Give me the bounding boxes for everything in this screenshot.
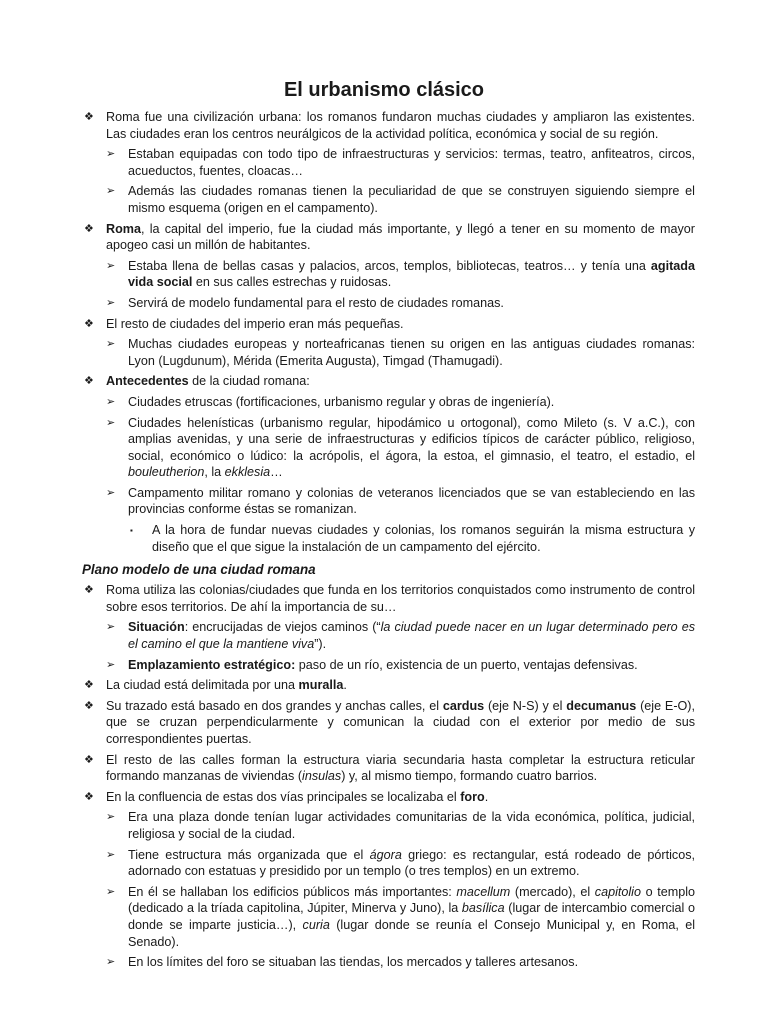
arrowhead-bullet-icon: ➢ [106, 259, 116, 272]
text-run: (lugar donde se reunía el Consejo Municipal y, en Roma, el Senado). [128, 917, 696, 949]
square-bullet-icon: ▪ [130, 526, 133, 536]
list-item-level-2 [82, 336, 695, 369]
text-run: El resto de ciudades del imperio eran más pequeñas. [106, 316, 404, 331]
diamond-bullet-icon: ❖ [84, 699, 94, 712]
list-item-level-2 [82, 619, 695, 652]
text-run: (lugar de intercambio comercial o donde se imparte justicia…), [128, 901, 695, 932]
list-item-level-1 [82, 789, 695, 806]
text-run: En la confluencia de estas dos vías principales se localizaba el [106, 789, 461, 804]
bold-text: Emplazamiento estratégico: [128, 657, 296, 672]
bold-text: Roma [106, 221, 141, 236]
bold-text: cardus [442, 698, 485, 713]
text-run: Ciudades etruscas (fortificaciones, urbanismo regular y obras de ingeniería). [128, 394, 555, 409]
diamond-bullet-icon: ❖ [84, 679, 94, 692]
italic-text: ágora [369, 847, 402, 862]
text-run: Tiene estructura más organizada que el [128, 847, 370, 862]
italic-text: curia [302, 917, 330, 932]
text-run: ) y, al mismo tiempo, formando cuatro barrios. [341, 769, 598, 784]
text-run: en sus calles estrechas y ruidosas. [192, 275, 392, 290]
arrowhead-bullet-icon: ➢ [106, 621, 116, 634]
text-run: o templo (dedicado a la tríada capitolina, Júpiter, Minerva y Juno), la [128, 884, 695, 916]
text-run: Su trazado está basado en dos grandes y anchas calles, el [106, 698, 443, 713]
list-item-level-2 [82, 847, 695, 880]
list-item-level-2 [82, 146, 695, 179]
italic-text: bouleutherion [128, 465, 205, 480]
text-run: En él se hallaban los edificios públicos más importantes: [128, 884, 457, 899]
italic-text: capitolio [594, 884, 641, 899]
list-item-level-3 [82, 522, 695, 555]
text-run: , la [204, 465, 225, 480]
text-run: Campamento militar romano y colonias de veteranos licenciados que se van estableciendo en las provincias conforme éstas se romanizan. [128, 485, 695, 517]
text-run: (eje N-S) y el [484, 698, 567, 713]
text-run: Roma utiliza las colonias/ciudades que funda en los territorios conquistados como instrumento de control sobre esos territorios. De ahí la importancia de su… [106, 583, 695, 614]
diamond-bullet-icon: ❖ [84, 753, 94, 766]
text-run: (eje E-O), que se cruzan perpendicularmente y comunican la ciudad con el exterior por medio de sus correspondientes puertas. [106, 698, 695, 746]
list-item-level-2 [82, 183, 695, 216]
list-item-level-2 [82, 295, 695, 312]
arrowhead-bullet-icon: ➢ [106, 956, 116, 969]
arrowhead-bullet-icon: ➢ [106, 185, 116, 198]
text-run: El resto de las calles forman la estructura viaria secundaria hasta completar la estructura reticular formando manzanas de viviendas ( [106, 752, 695, 784]
text-run: ”). [314, 637, 327, 652]
italic-text: ekklesia [224, 465, 271, 480]
text-run: . [343, 678, 347, 693]
page-title: El urbanismo clásico [283, 79, 485, 101]
arrowhead-bullet-icon: ➢ [106, 395, 116, 408]
text-run: Además las ciudades romanas tienen la peculiaridad de que se construyen siguiendo siempre el mismo esquema (origen en el campamento). [128, 184, 695, 215]
list-item-level-1 [82, 752, 695, 785]
italic-text: insulas [302, 769, 342, 784]
list-item-level-1 [82, 109, 695, 142]
arrowhead-bullet-icon: ➢ [106, 296, 116, 309]
list-item-level-1 [82, 373, 695, 390]
text-run: La ciudad está delimitada por una [106, 678, 299, 693]
text-run: Roma fue una civilización urbana: los romanos fundaron muchas ciudades y ampliaron las existentes. Las ciudades eran los centros neurálgicos de la actividad política, económica y social de su región. [106, 110, 695, 141]
arrowhead-bullet-icon: ➢ [106, 811, 116, 824]
section-heading: Plano modelo de una ciudad romana [82, 562, 316, 578]
italic-text: basílica [461, 901, 505, 916]
diamond-bullet-icon: ❖ [84, 375, 94, 388]
arrowhead-bullet-icon: ➢ [106, 486, 116, 499]
list-item-level-2 [82, 415, 695, 481]
list-item-level-2 [82, 258, 695, 291]
arrowhead-bullet-icon: ➢ [106, 658, 116, 671]
bold-text: Situación [128, 620, 185, 635]
diamond-bullet-icon: ❖ [84, 222, 94, 235]
diamond-bullet-icon: ❖ [84, 111, 94, 123]
list-item-level-1 [82, 677, 695, 694]
text-run: , la capital del imperio, fue la ciudad más importante, y llegó a tener en su momento de mayor apogeo casi un millón de habitantes. [106, 221, 695, 253]
list-item-level-1 [82, 221, 695, 254]
diamond-bullet-icon: ❖ [84, 790, 94, 803]
list-item-level-1 [82, 698, 695, 748]
text-run: Ciudades helenísticas (urbanismo regular, hipodámico u ortogonal), como Mileto (s. V a.C.), con amplias avenidas, y una serie de infraestructuras y edificios típicos de carácter público, religioso, social, económico o lúdico: la acrópolis, el ágora, la estoa, el gimnasio, el teatro, el estadio, el [128, 415, 695, 463]
text-run: En los límites del foro se situaban las tiendas, los mercados y talleres artesanos. [128, 955, 579, 970]
list-item-level-2 [82, 394, 695, 411]
bold-text: foro [460, 789, 485, 804]
document-body [82, 109, 695, 975]
arrowhead-bullet-icon: ➢ [106, 885, 116, 898]
arrowhead-bullet-icon: ➢ [106, 338, 116, 351]
arrowhead-bullet-icon: ➢ [106, 148, 116, 161]
list-item-level-1 [82, 316, 695, 333]
list-item-level-2 [82, 657, 695, 674]
list-item-level-2 [82, 809, 695, 842]
italic-text: macellum [456, 884, 511, 899]
text-run: griego: es rectangular, está rodeado de pórticos, adornado con estatuas y presidido por un templo (o tres templos) en un extremo. [128, 847, 695, 879]
arrowhead-bullet-icon: ➢ [106, 416, 116, 429]
text-run: Muchas ciudades europeas y norteafricanas tienen su origen en las antiguas ciudades romanas: Lyon (Lugdunum), Mérida (Emerita Augusta), Timgad (Thamugadi). [128, 337, 695, 368]
text-run: … [270, 465, 283, 480]
italic-text: la ciudad puede nacer en un lugar determinado pero es el camino el que la mantiene viva [128, 620, 695, 652]
text-run: : encrucijadas de viejos caminos (“ [184, 620, 381, 635]
text-run: paso de un río, existencia de un puerto, ventajas defensivas. [295, 657, 638, 672]
bold-text: decumanus [566, 698, 637, 713]
list-item-level-2 [82, 485, 695, 518]
text-run: Estaba llena de bellas casas y palacios, arcos, templos, bibliotecas, teatros… y tenía una [128, 258, 651, 273]
text-run: (mercado), el [510, 884, 595, 899]
list-item-level-2 [82, 884, 695, 950]
text-run: A la hora de fundar nuevas ciudades y colonias, los romanos seguirán la misma estructura y diseño que el que sigue la instalación de un campamento del ejército. [152, 523, 695, 554]
list-item-level-1 [82, 582, 695, 615]
diamond-bullet-icon: ❖ [84, 317, 94, 330]
text-run: Era una plaza donde tenían lugar actividades comunitarias de la vida económica, política, judicial, religiosa y social de la ciudad. [128, 810, 695, 841]
arrowhead-bullet-icon: ➢ [106, 848, 116, 861]
bold-text: muralla [298, 678, 344, 693]
text-run: Estaban equipadas con todo tipo de infraestructuras y servicios: termas, teatro, anfiteatros, circos, acueductos, fuentes, cloacas… [128, 147, 695, 178]
bold-text: agitada vida social [128, 258, 695, 290]
bold-text: Antecedentes [106, 374, 189, 389]
diamond-bullet-icon: ❖ [84, 584, 94, 597]
list-item-level-2 [82, 954, 695, 971]
text-run: . [484, 789, 489, 804]
text-run: de la ciudad romana: [188, 374, 310, 389]
text-run: Servirá de modelo fundamental para el resto de ciudades romanas. [128, 295, 504, 310]
